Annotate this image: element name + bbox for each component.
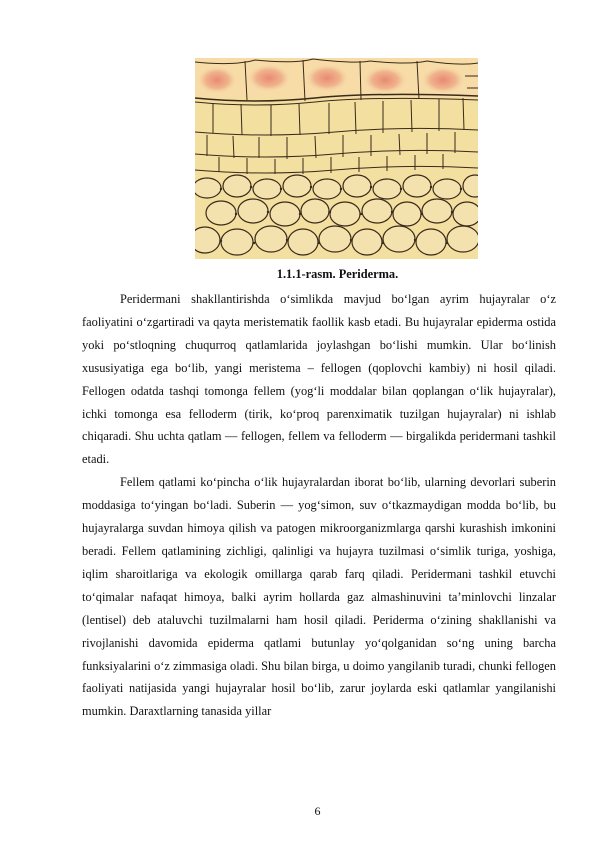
periderm-illustration	[195, 58, 478, 259]
figure-caption: 1.1.1-rasm. Periderma.	[276, 267, 399, 281]
periderm-cells-drawing	[195, 58, 478, 259]
body-text	[82, 288, 556, 723]
page-number: 6	[314, 804, 321, 818]
paragraph-2: Fellem qatlami ko‘pincha o‘lik hujayralardan iborat bo‘lib, ularning devorlari suberin moddasiga to‘yingan bo‘ladi. Suberin — yog‘simon, suv o‘tkazmaydigan modda bo‘lib, bu hujayralarga suvdan himoya qilish va patogen mikroorganizmlarga qarshi kurashish imkonini beradi. Fellem qatlamining zichligi, qalinligi va hujayra tuzilmasi o‘simlik turiga, yoshiga, iqlim sharoitlariga va ekologik omillarga qarab farq qiladi. Peridermani tashkil etuvchi to‘qimalar nafaqat himoya, balki ayrim hollarda gaz almashinuvini ta’minlovchi linzalar (lentisel) deb ataluvchi tuzilmalarni ham hosil qiladi. Periderma o‘zining shakllanishi va rivojlanishi davomida epiderma qatlami butunlay yo‘qolganidan so‘ng uning barcha funksiyalarini o‘z zimmasiga oladi. Shu bilan birga, u doimo yangilanib turadi, chunki fellogen faoliyati natijasida yangi hujayralar hosil bo‘lib, zarur joylarda eski qatlamlar yangilanishi mumkin. Daraxtlarning tanasida yillar	[82, 475, 556, 719]
epidermis-layer	[195, 58, 478, 105]
paragraph-1: Peridermani shakllantirishda o‘simlikda mavjud bo‘lgan ayrim hujayralar o‘z faoliyatini o‘zgartiradi va qayta meristematik faollik kasb etadi. Bu hujayralar epiderma ostida yoki po‘stloqning chuqurroq qatlamlarida joylashgan bo‘lishi mumkin. Ular bo‘linish xususiyatiga ega bo‘lib, yangi meristema – fellogen (qoplovchi kambiy) ni hosil qiladi. Fellogen odatda tashqi tomonga fellem (yog‘li moddalar bilan qoplangan o‘lik hujayralar), ichki tomonga esa felloderm (tirik, ko‘proq parenximatik tuzilgan hujayralar) ni ishlab chiqaradi. Shu uchta qatlam — fellogen, fellem va felloderm — birgalikda peridermani tashkil etadi.	[82, 292, 556, 467]
